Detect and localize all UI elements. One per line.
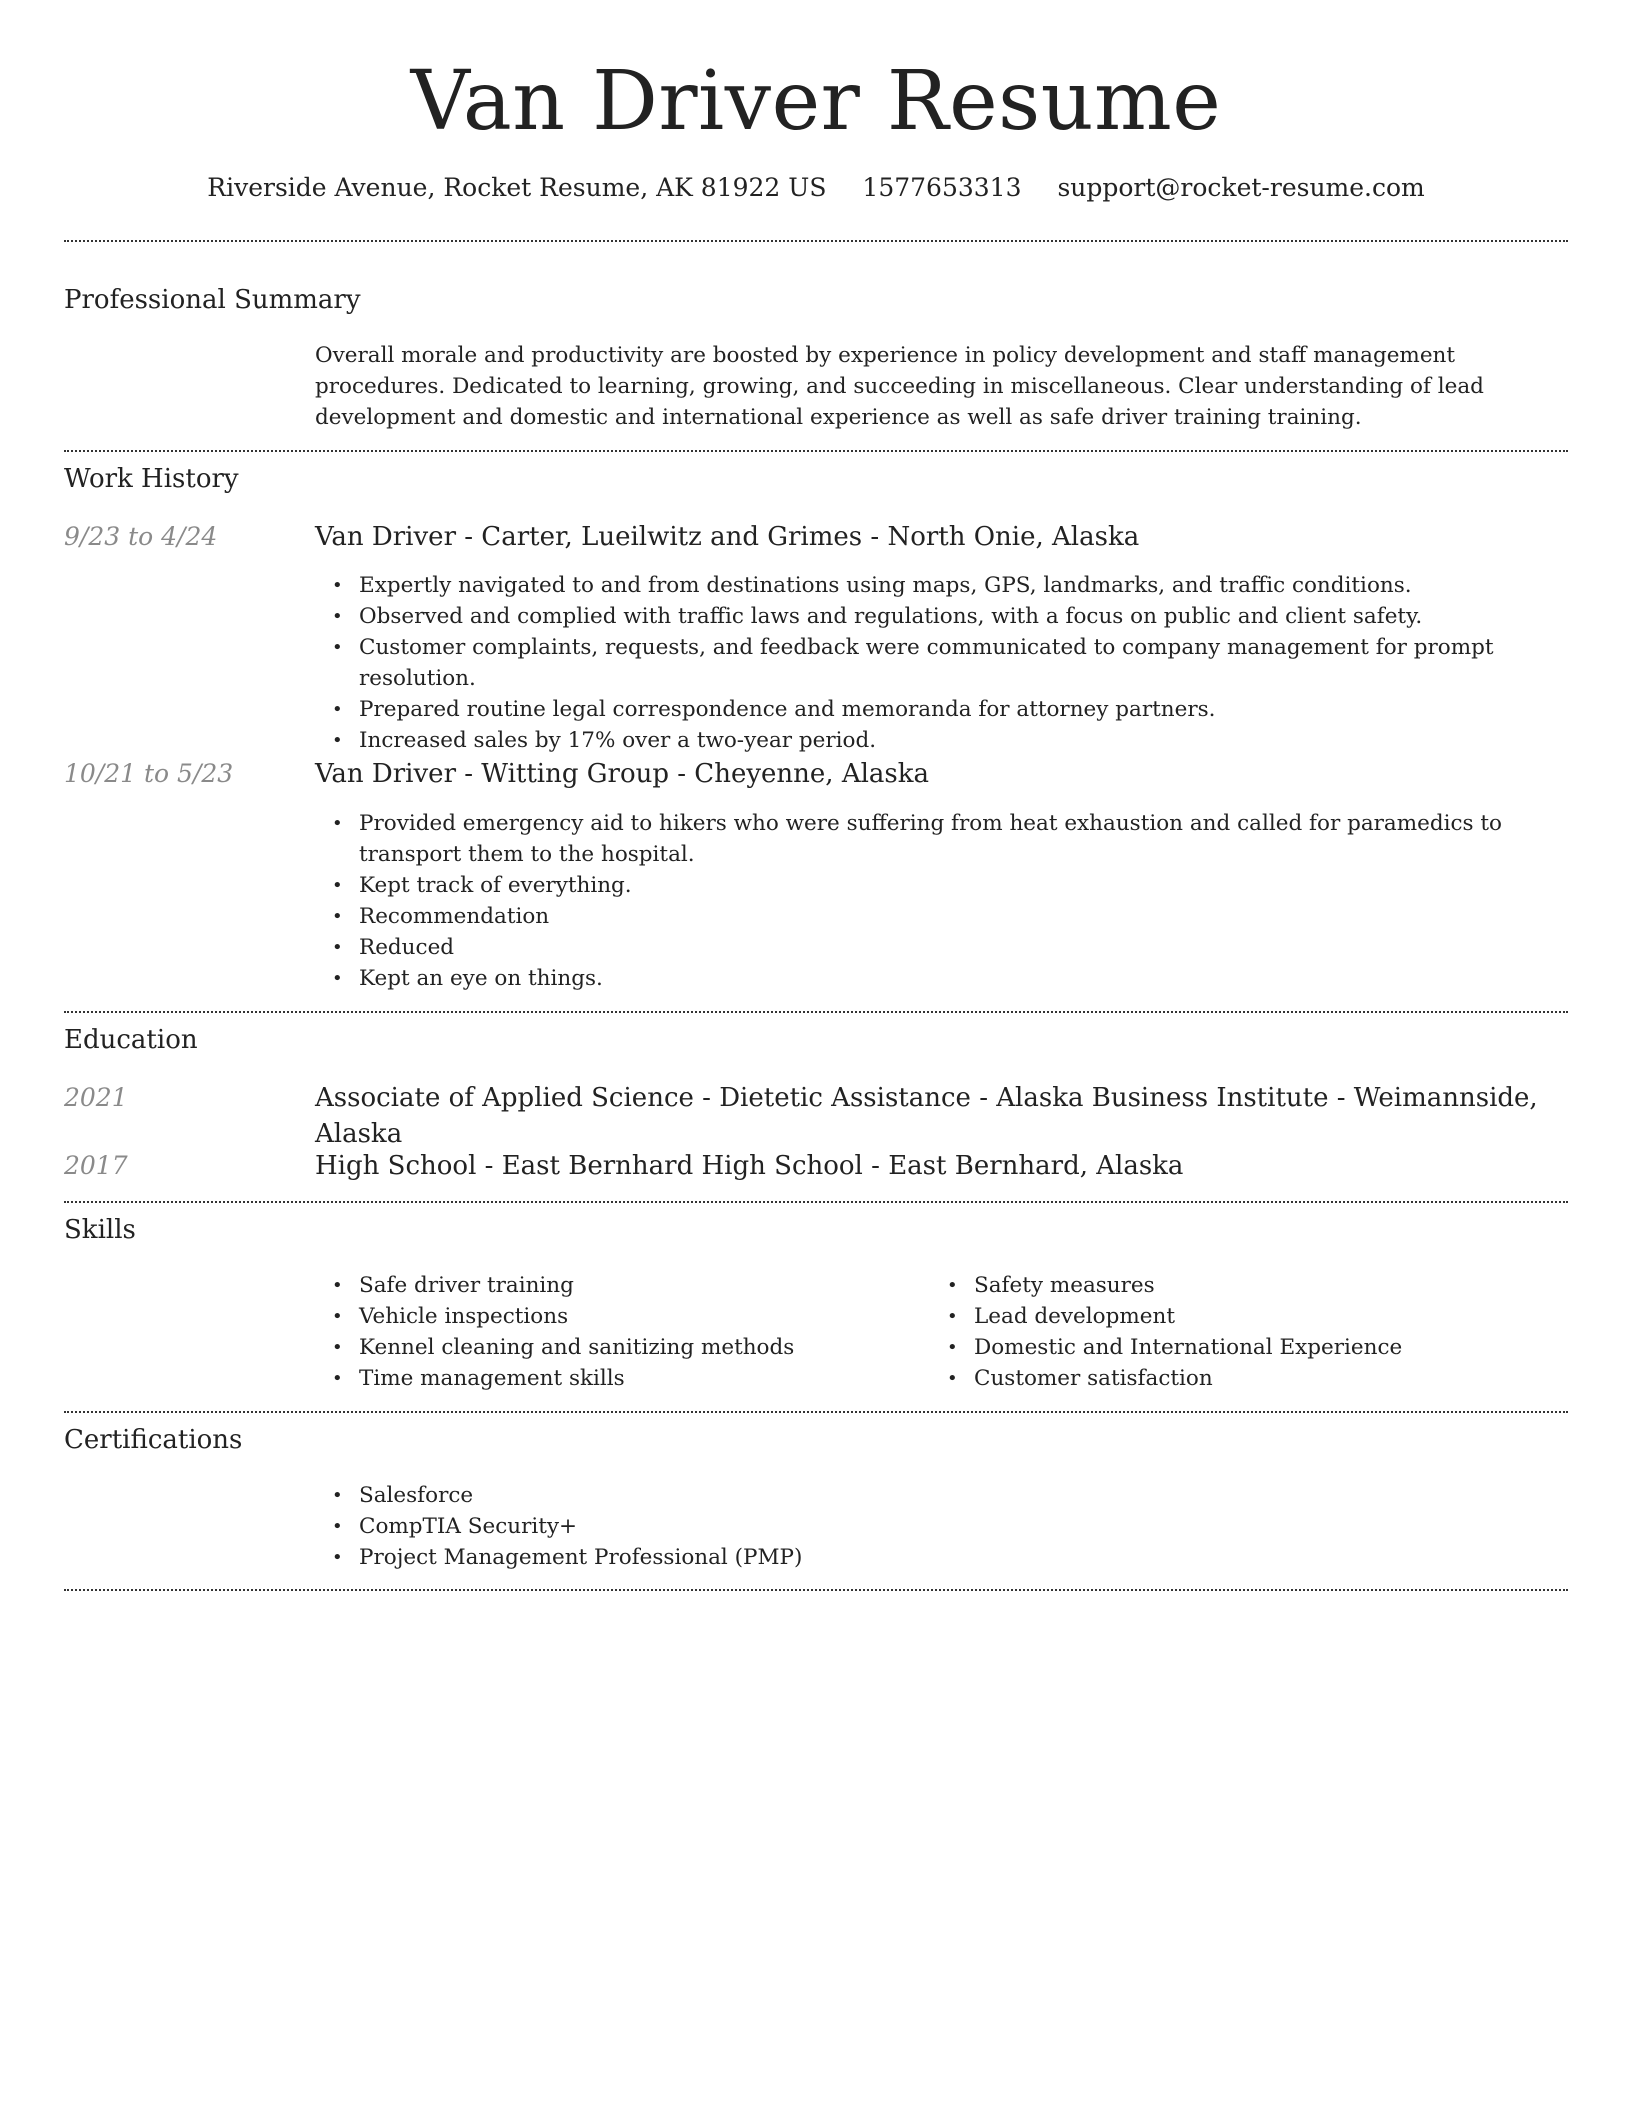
resume-name: Van Driver Resume	[410, 54, 1222, 149]
list-item: • Kept an eye on things.	[359, 963, 1599, 994]
list-item: • Customer complaints, requests, and feedback were communicated to company management for prompt resolution.	[359, 632, 1599, 694]
section-title-certifications: Certifications	[64, 1425, 243, 1455]
divider	[64, 1011, 1568, 1013]
job-dates: 9/23 to 4/24	[64, 522, 218, 551]
list-item: • Expertly navigated to and from destinations using maps, GPS, landmarks, and traffic conditions.	[359, 570, 1599, 601]
education-degree: High School	[315, 1151, 477, 1181]
list-item: • Lead development	[974, 1301, 1574, 1332]
education-degree: Associate of Applied Science - Dietetic Assistance	[315, 1083, 971, 1113]
list-item: • Increased sales by 17% over a two-year period.	[359, 725, 1599, 756]
list-item: • Domestic and International Experience	[974, 1332, 1574, 1363]
education-year: 2021	[64, 1083, 128, 1112]
list-item: • Customer satisfaction	[974, 1363, 1574, 1394]
list-item: • Safety measures	[974, 1270, 1574, 1301]
education-entry	[315, 1148, 1183, 1184]
education-school: - Alaska Business Institute - Weimannside, Alaska	[315, 1083, 1538, 1149]
list-item: • Time management skills	[359, 1363, 959, 1394]
list-item: • Vehicle inspections	[359, 1301, 959, 1332]
education-year: 2017	[64, 1151, 128, 1180]
section-title-work-history: Work History	[64, 464, 239, 494]
education-entry	[315, 1080, 1632, 1152]
skills-list-right	[930, 1270, 1574, 1394]
list-item: • Prepared routine legal correspondence and memoranda for attorney partners.	[359, 694, 1599, 725]
contact-email[interactable]: support@rocket-resume.com	[1057, 173, 1425, 202]
job-title: Van Driver - Carter, Lueilwitz and Grimes - North Onie, Alaska	[315, 522, 1140, 552]
contact-address: Riverside Avenue, Rocket Resume, AK 81922 US	[207, 173, 827, 202]
skills-list-left	[315, 1270, 959, 1394]
contact-line	[0, 170, 1632, 206]
list-item: • Reduced	[359, 932, 1599, 963]
list-item: • Observed and complied with traffic laws and regulations, with a focus on public and client safety.	[359, 601, 1599, 632]
list-item: • Kennel cleaning and sanitizing methods	[359, 1332, 959, 1363]
list-item: • Provided emergency aid to hikers who were suffering from heat exhaustion and called for paramedics to transport them to the hospital.	[359, 808, 1599, 870]
divider	[64, 450, 1568, 452]
section-title-education: Education	[64, 1025, 198, 1055]
list-item: • Safe driver training	[359, 1270, 959, 1301]
contact-phone: 1577653313	[862, 173, 1022, 202]
job-dates: 10/21 to 5/23	[64, 759, 234, 788]
summary-text: Overall morale and productivity are boosted by experience in policy development and staff management procedures. Dedicated to learning, growing, and succeeding in miscellaneous. Clear understanding of lead development and domestic and international experience as well as safe driver training training.	[315, 343, 1484, 430]
job-bullets	[315, 570, 1599, 756]
section-title-summary: Professional Summary	[64, 285, 361, 315]
list-item: • Salesforce	[359, 1480, 1599, 1511]
list-item: • Kept track of everything.	[359, 870, 1599, 901]
list-item: • CompTIA Security+	[359, 1511, 1599, 1542]
divider	[64, 240, 1568, 242]
divider	[64, 1411, 1568, 1413]
list-item: • Recommendation	[359, 901, 1599, 932]
section-title-skills: Skills	[64, 1215, 136, 1245]
list-item: • Project Management Professional (PMP)	[359, 1542, 1599, 1573]
job-bullets	[315, 808, 1599, 994]
job-title: Van Driver - Witting Group - Cheyenne, Alaska	[315, 759, 930, 789]
divider	[64, 1201, 1568, 1203]
education-school: - East Bernhard High School - East Bernhard, Alaska	[476, 1151, 1184, 1181]
certifications-list	[315, 1480, 1599, 1573]
divider	[64, 1589, 1568, 1591]
